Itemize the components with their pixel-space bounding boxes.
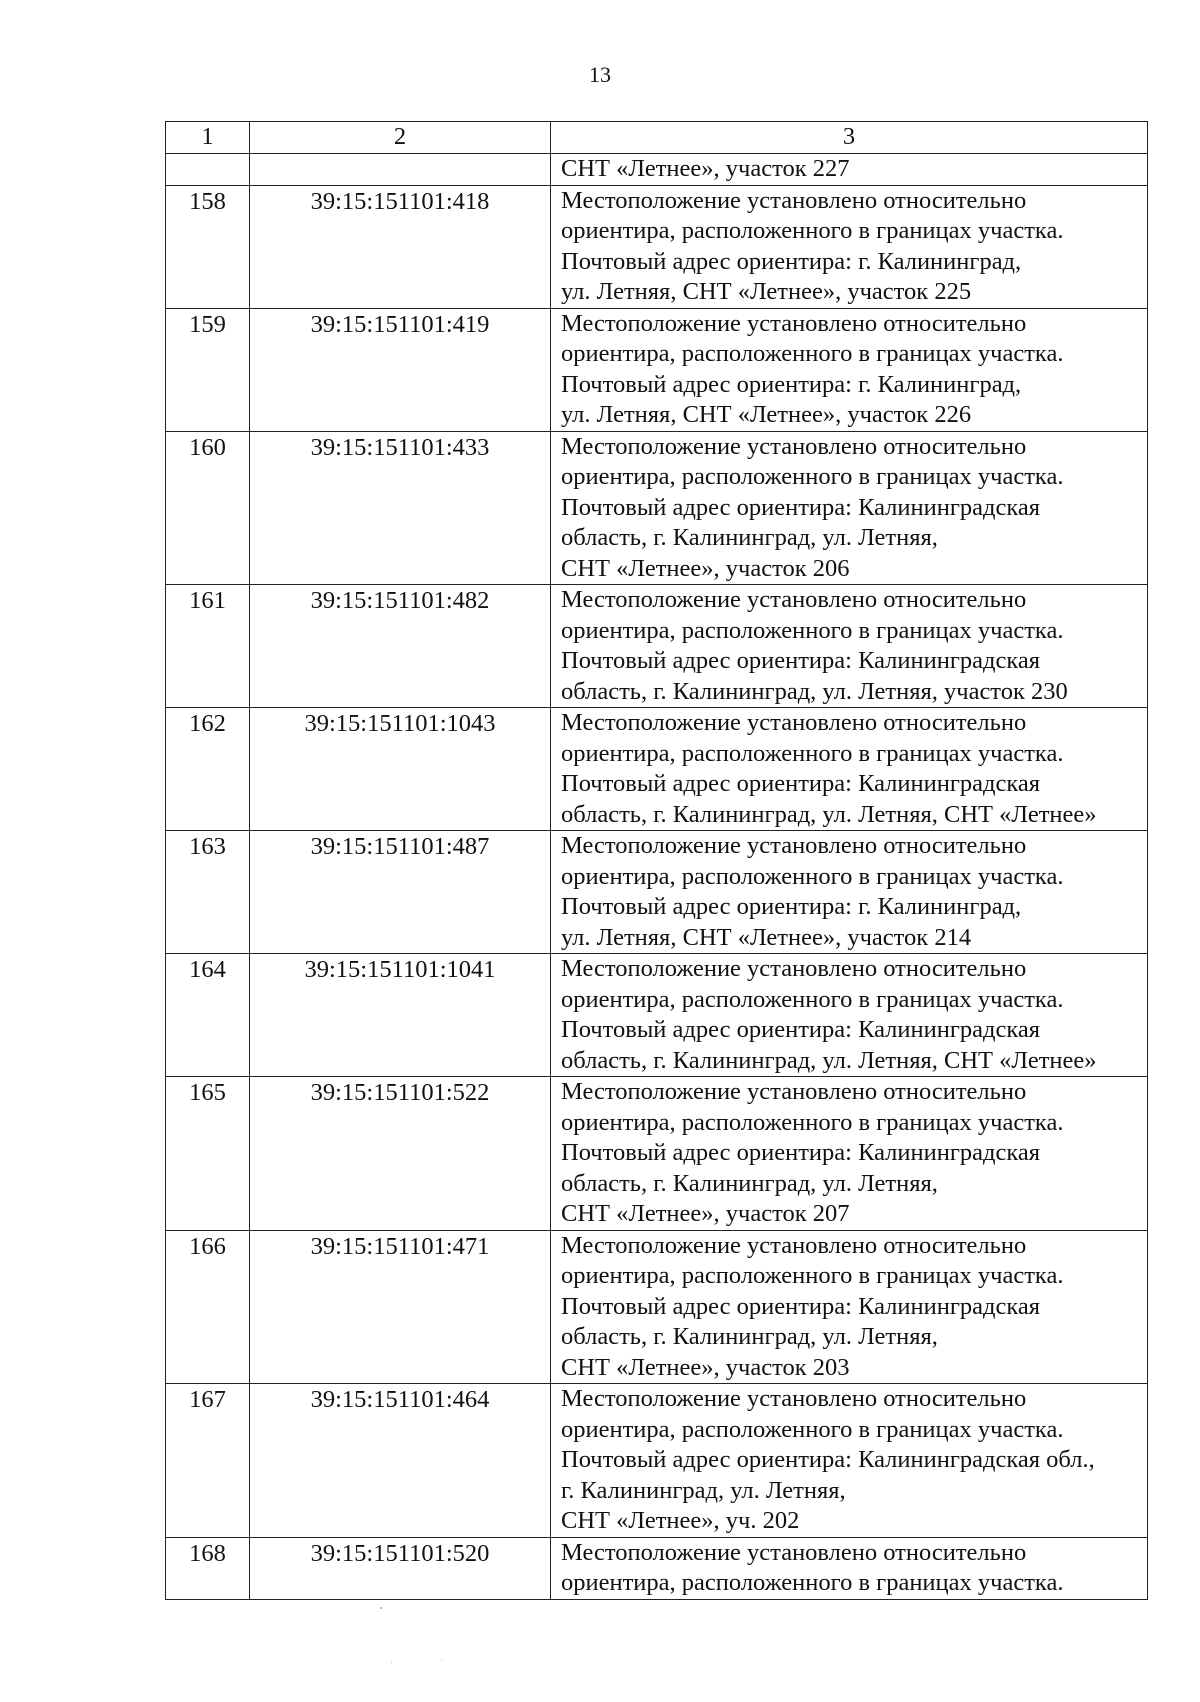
description-line: ориентира, расположенного в границах участка. [561,217,1064,244]
description-line: Местоположение установлено относительно [561,586,1027,613]
description-line: ориентира, расположенного в границах участка. [561,1262,1064,1289]
row-number: 161 [166,585,250,708]
description-line: Почтовый адрес ориентира: г. Калининград, [561,370,1022,398]
description-line: Местоположение установлено относительно [561,309,1027,337]
table-row [166,1537,1148,1599]
description-line: Местоположение установлено относительно [561,1078,1027,1105]
description-line: Почтовый адрес ориентира: Калининградская [561,647,1041,674]
table-row [166,954,1148,1077]
description-line: область, г. Калининград, ул. Летняя, СНТ «Летнее» [561,1046,1097,1074]
description-line: СНТ «Летнее», участок 206 [561,554,850,582]
location-description [551,1077,1148,1231]
description-line: область, г. Калининград, ул. Летняя, [561,1323,938,1350]
description-line: Местоположение установлено относительно [561,432,1027,460]
row-number: 167 [166,1384,250,1538]
table-row [166,431,1148,585]
table-row [166,308,1148,431]
description-line: г. Калининград, ул. Летняя, [561,1476,846,1504]
header-row [166,122,1148,154]
table-row [166,185,1148,308]
cadastral-number: 39:15:151101:1041 [250,954,551,1077]
description-line: СНТ «Летнее», участок 207 [561,1200,850,1227]
continuation-row [166,154,1148,186]
description-line: ул. Летняя, СНТ «Летнее», участок 214 [561,923,972,951]
description-line: ул. Летняя, СНТ «Летнее», участок 226 [561,401,972,428]
location-description [551,185,1148,308]
location-description [551,1537,1148,1599]
table-row [166,585,1148,708]
cadastral-number [250,154,551,186]
location-description [551,1230,1148,1384]
description-line: Почтовый адрес ориентира: г. Калининград, [561,247,1022,275]
description-line: ориентира, расположенного в границах участка. [561,985,1064,1013]
description-line: ориентира, расположенного в границах участка. [561,1108,1064,1136]
description-line: Почтовый адрес ориентира: Калининградская [561,1139,1041,1166]
description-line: Почтовый адрес ориентира: Калининградская [561,493,1041,521]
location-description [551,708,1148,831]
scan-speck [380,1607,382,1609]
description-line: Почтовый адрес ориентира: Калининградская [561,1292,1041,1320]
row-number: 160 [166,431,250,585]
scan-speck [391,1662,392,1663]
scan-speck [441,1660,442,1661]
location-description [551,154,1148,186]
table-row [166,1384,1148,1538]
description-line: область, г. Калининград, ул. Летняя, [561,524,938,551]
description-line: Местоположение установлено относительно [561,186,1027,214]
page-number: 13 [589,62,611,87]
description-line: ул. Летняя, СНТ «Летнее», участок 225 [561,278,972,305]
cadastral-number: 39:15:151101:418 [250,185,551,308]
row-number [166,154,250,186]
cadastral-number: 39:15:151101:1043 [250,708,551,831]
location-description [551,831,1148,954]
description-line: Местоположение установлено относительно [561,1538,1027,1566]
description-line: СНТ «Летнее», уч. 202 [561,1507,800,1534]
description-line: Местоположение установлено относительно [561,1385,1027,1412]
description-line: Почтовый адрес ориентира: г. Калининград, [561,893,1022,920]
description-line: Местоположение установлено относительно [561,709,1027,736]
location-description [551,1384,1148,1538]
location-description [551,431,1148,585]
location-description [551,954,1148,1077]
land-plot-table [165,121,1148,1600]
description-line: Почтовый адрес ориентира: Калининградская [561,1016,1041,1043]
row-number: 158 [166,185,250,308]
description-line: ориентира, расположенного в границах участка. [561,1569,1064,1596]
description-line: ориентира, расположенного в границах участка. [561,739,1064,767]
description-line: Местоположение установлено относительно [561,955,1027,982]
column-header-number: 1 [166,122,250,154]
row-number: 162 [166,708,250,831]
description-line: СНТ «Летнее», участок 203 [561,1353,850,1381]
row-number: 163 [166,831,250,954]
row-number: 164 [166,954,250,1077]
description-line: область, г. Калининград, ул. Летняя, участок 230 [561,677,1068,705]
description-line: СНТ «Летнее», участок 227 [561,155,850,182]
table-row [166,1077,1148,1231]
description-line: область, г. Калининград, ул. Летняя, СНТ «Летнее» [561,800,1097,828]
cadastral-number: 39:15:151101:471 [250,1230,551,1384]
table-row [166,1230,1148,1384]
cadastral-number: 39:15:151101:487 [250,831,551,954]
description-line: Местоположение установлено относительно [561,1231,1027,1259]
cadastral-number: 39:15:151101:520 [250,1537,551,1599]
description-line: ориентира, расположенного в границах участка. [561,862,1064,890]
row-number: 165 [166,1077,250,1231]
description-line: ориентира, расположенного в границах участка. [561,616,1064,644]
row-number: 166 [166,1230,250,1384]
cadastral-number: 39:15:151101:464 [250,1384,551,1538]
description-line: Местоположение установлено относительно [561,832,1027,859]
location-description [551,308,1148,431]
description-line: Почтовый адрес ориентира: Калининградская обл., [561,1446,1095,1473]
description-line: ориентира, расположенного в границах участка. [561,1415,1064,1443]
description-line: Почтовый адрес ориентира: Калининградская [561,770,1041,797]
table-body [166,122,1148,1600]
row-number: 159 [166,308,250,431]
table-row [166,708,1148,831]
column-header-cadastral: 2 [250,122,551,154]
cadastral-number: 39:15:151101:522 [250,1077,551,1231]
description-line: ориентира, расположенного в границах участка. [561,463,1064,490]
cadastral-number: 39:15:151101:433 [250,431,551,585]
column-header-description: 3 [551,122,1148,154]
cadastral-number: 39:15:151101:482 [250,585,551,708]
location-description [551,585,1148,708]
row-number: 168 [166,1537,250,1599]
description-line: ориентира, расположенного в границах участка. [561,340,1064,367]
description-line: область, г. Калининград, ул. Летняя, [561,1169,938,1197]
cadastral-number: 39:15:151101:419 [250,308,551,431]
table-row [166,831,1148,954]
